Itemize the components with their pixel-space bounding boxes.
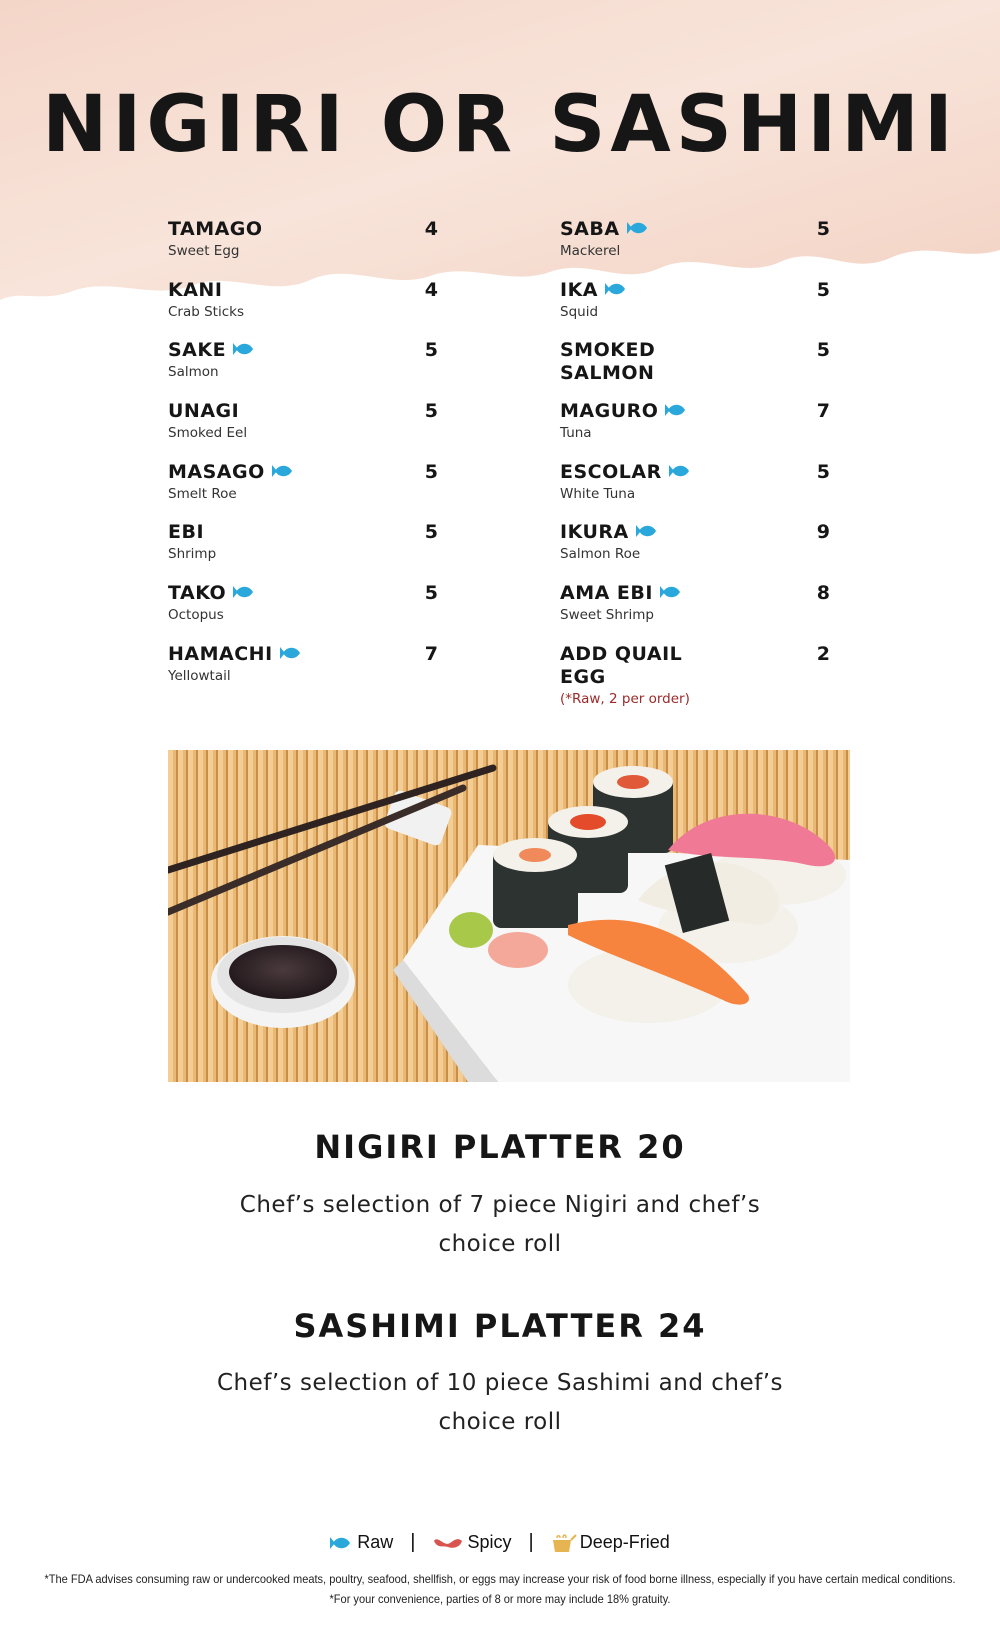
sushi-illustration: [168, 750, 850, 1082]
menu-item-name: MAGURO: [560, 400, 659, 423]
menu-item-price: 5: [424, 460, 438, 483]
raw-fish-icon: [660, 584, 684, 600]
raw-fish-icon: [605, 281, 629, 297]
menu-item: [168, 521, 438, 582]
menu-item-name: ESCOLAR: [560, 460, 662, 483]
menu-item: [560, 279, 830, 340]
menu-item-note: (*Raw, 2 per order): [560, 690, 690, 707]
raw-fish-icon: [627, 220, 651, 236]
menu-item-desc: White Tuna: [560, 485, 636, 502]
raw-fish-icon: [272, 463, 296, 479]
menu-item-desc: Yellowtail: [168, 667, 231, 684]
menu-item-price: 5: [816, 339, 830, 362]
menu-item: [168, 461, 438, 522]
menu-item-price: 5: [816, 278, 830, 301]
chili-icon: [432, 1535, 464, 1551]
menu-item: [168, 218, 438, 279]
menu-item-price: 7: [424, 642, 438, 665]
gratuity-note: *For your convenience, parties of 8 or more may include 18% gratuity.: [329, 1592, 671, 1606]
menu-item-desc: Shrimp: [168, 546, 217, 563]
menu-item-name: SAKE: [168, 339, 227, 362]
menu-item-name: HAMACHI: [168, 642, 273, 665]
menu-item-desc: Salmon Roe: [560, 546, 641, 563]
menu-item-desc: Smoked Eel: [168, 425, 248, 442]
nigiri-platter-desc: Chef’s selection of 7 piece Nigiri and chef’s choice roll: [239, 1192, 761, 1257]
menu-item-desc: Octopus: [168, 607, 224, 624]
menu-item: [168, 400, 438, 461]
raw-fish-icon: [280, 645, 304, 661]
legend-separator: |: [410, 1531, 416, 1553]
menu-item-name: MASAGO: [168, 460, 265, 483]
menu-item-name: EBI: [168, 521, 205, 544]
menu-item-name: SMOKED SALMON: [560, 339, 656, 385]
raw-fish-icon: [665, 402, 689, 418]
menu-item: [168, 339, 438, 400]
menu-item-name: TAMAGO: [168, 218, 263, 240]
menu-item-name: AMA EBI: [560, 582, 653, 605]
menu-column-right: [560, 218, 830, 707]
menu-item-price: 7: [816, 400, 830, 423]
menu-item-price: 5: [424, 339, 438, 362]
raw-fish-icon: [636, 523, 660, 539]
menu-item-price: 8: [816, 582, 830, 605]
menu-item-desc: Smelt Roe: [168, 485, 237, 502]
menu-item: [560, 521, 830, 582]
menu-item-desc: Sweet Egg: [168, 243, 240, 259]
page-title: NIGIRI OR SASHIMI: [42, 80, 958, 170]
menu-item: [560, 642, 830, 707]
menu-item-price: 2: [816, 642, 830, 665]
menu-item-price: 5: [816, 460, 830, 483]
icon-legend: [0, 1531, 1000, 1554]
fryer-basket-icon: [551, 1533, 577, 1553]
menu-item-name: SABA: [560, 218, 620, 240]
menu-item: [168, 279, 438, 340]
menu-item: [168, 582, 438, 643]
menu-item-price: 5: [424, 521, 438, 544]
nigiri-platter-title: NIGIRI PLATTER 20: [314, 1128, 686, 1166]
menu-item-price: 4: [424, 218, 438, 240]
menu-column-left: [168, 218, 438, 704]
menu-item-desc: Mackerel: [560, 243, 621, 259]
menu-item-price: 9: [816, 521, 830, 544]
legend-fried-label: Deep-Fried: [579, 1532, 670, 1552]
sashimi-platter-desc: Chef’s selection of 10 piece Sashimi and chef’s choice roll: [216, 1370, 784, 1435]
menu-item-desc: Tuna: [560, 425, 592, 442]
menu-item-name: TAKO: [168, 582, 227, 605]
fda-disclaimer: *The FDA advises consuming raw or undercooked meats, poultry, seafood, shellfish, or eggs may increase your risk of food borne illness, especially if you have certain medical conditions.: [44, 1572, 956, 1586]
menu-item-desc: Salmon: [168, 364, 219, 381]
sashimi-platter-title: SASHIMI PLATTER 24: [293, 1307, 707, 1345]
menu-item-name: IKURA: [560, 521, 629, 544]
raw-fish-icon: [233, 341, 257, 357]
menu-item-desc: Squid: [560, 303, 599, 320]
menu-item-name: ADD QUAIL EGG: [560, 642, 683, 688]
menu-item-desc: Crab Sticks: [168, 303, 244, 320]
menu-item: [560, 582, 830, 643]
menu-item: [560, 339, 830, 400]
raw-fish-icon: [669, 463, 693, 479]
menu-item-desc: Sweet Shrimp: [560, 607, 654, 624]
legend-spicy-label: Spicy: [467, 1532, 512, 1552]
menu-item: [560, 400, 830, 461]
menu-item-name: KANI: [168, 278, 223, 301]
legend-separator: |: [528, 1531, 534, 1553]
menu-item: [168, 643, 438, 704]
menu-item-price: 4: [424, 278, 438, 301]
raw-fish-icon: [233, 584, 257, 600]
fish-icon: [330, 1535, 354, 1551]
menu-item-name: UNAGI: [168, 400, 240, 423]
menu-item-price: 5: [424, 400, 438, 423]
menu-item: [560, 461, 830, 522]
menu-item-name: IKA: [560, 278, 598, 301]
menu-item: [560, 218, 830, 279]
menu-item-price: 5: [424, 582, 438, 605]
legend-raw-label: Raw: [357, 1532, 394, 1552]
menu-item-price: 5: [816, 218, 830, 240]
